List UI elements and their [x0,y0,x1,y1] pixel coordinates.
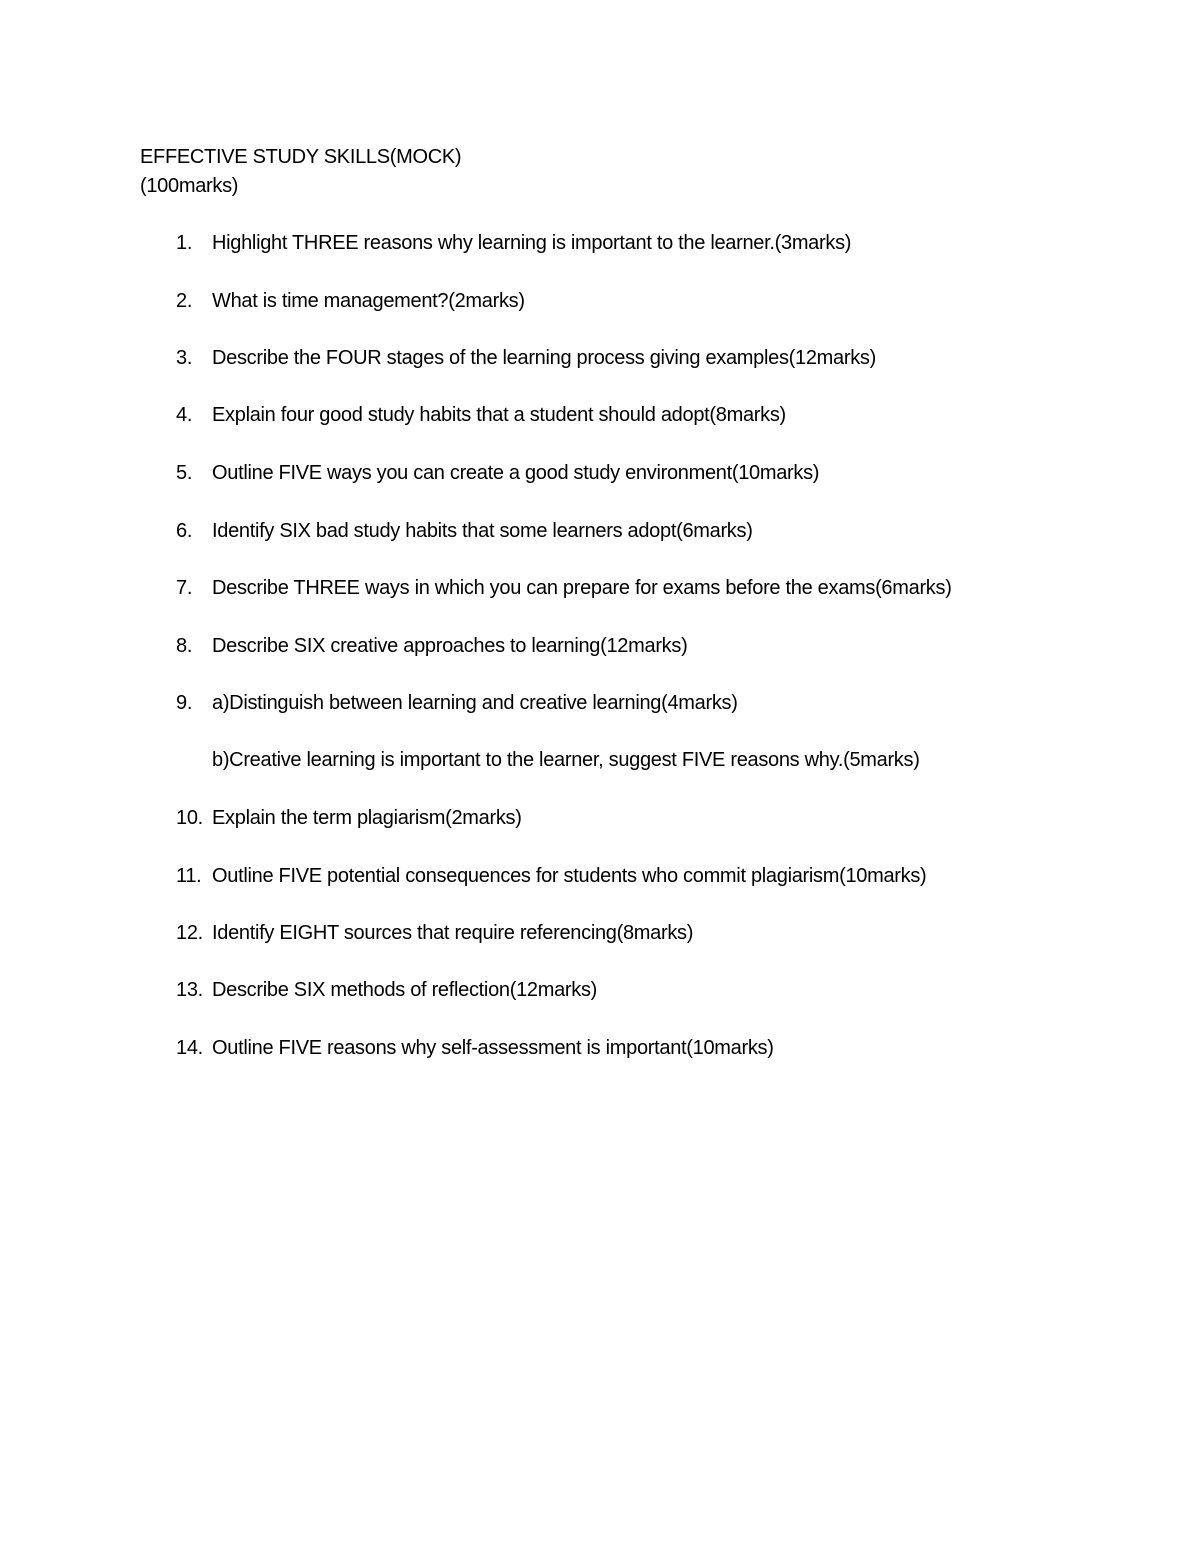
question-text: Identify SIX bad study habits that some learners adopt(6marks) [212,520,753,542]
question-number: 4. [176,404,193,426]
question-text: Describe THREE ways in which you can prepare for exams before the exams(6marks) [212,577,952,599]
question-number: 3. [176,347,193,369]
question-number: 8. [176,635,193,657]
question-text: Describe SIX methods of reflection(12marks) [212,979,598,1001]
total-marks: (100marks) [140,175,239,197]
question-number: 7. [176,577,193,599]
question-text: Explain the term plagiarism(2marks) [212,807,522,829]
question-number: 2. [176,290,193,312]
question-text: Explain four good study habits that a student should adopt(8marks) [212,404,786,426]
question-text: b)Creative learning is important to the learner, suggest FIVE reasons why.(5marks) [212,749,920,771]
question-text: Outline FIVE potential consequences for students who commit plagiarism(10marks) [212,865,927,887]
question-number: 14. [176,1037,203,1059]
question-text: Describe the FOUR stages of the learning process giving examples(12marks) [212,347,876,369]
question-text: Outline FIVE ways you can create a good study environment(10marks) [212,462,820,484]
question-number: 6. [176,520,193,542]
question-text: Highlight THREE reasons why learning is important to the learner.(3marks) [212,232,852,254]
question-text: a)Distinguish between learning and creative learning(4marks) [212,692,738,714]
question-text: Outline FIVE reasons why self-assessment is important(10marks) [212,1037,774,1059]
question-number: 11. [176,865,202,887]
question-number: 9. [176,692,193,714]
question-text: Describe SIX creative approaches to learning(12marks) [212,635,688,657]
question-number: 10. [176,807,203,829]
question-text: What is time management?(2marks) [212,290,525,312]
question-number: 5. [176,462,193,484]
document-title: EFFECTIVE STUDY SKILLS(MOCK) [140,146,462,168]
question-number: 12. [176,922,203,944]
question-number: 1. [176,232,193,254]
question-number: 13. [176,979,203,1001]
question-text: Identify EIGHT sources that require referencing(8marks) [212,922,694,944]
